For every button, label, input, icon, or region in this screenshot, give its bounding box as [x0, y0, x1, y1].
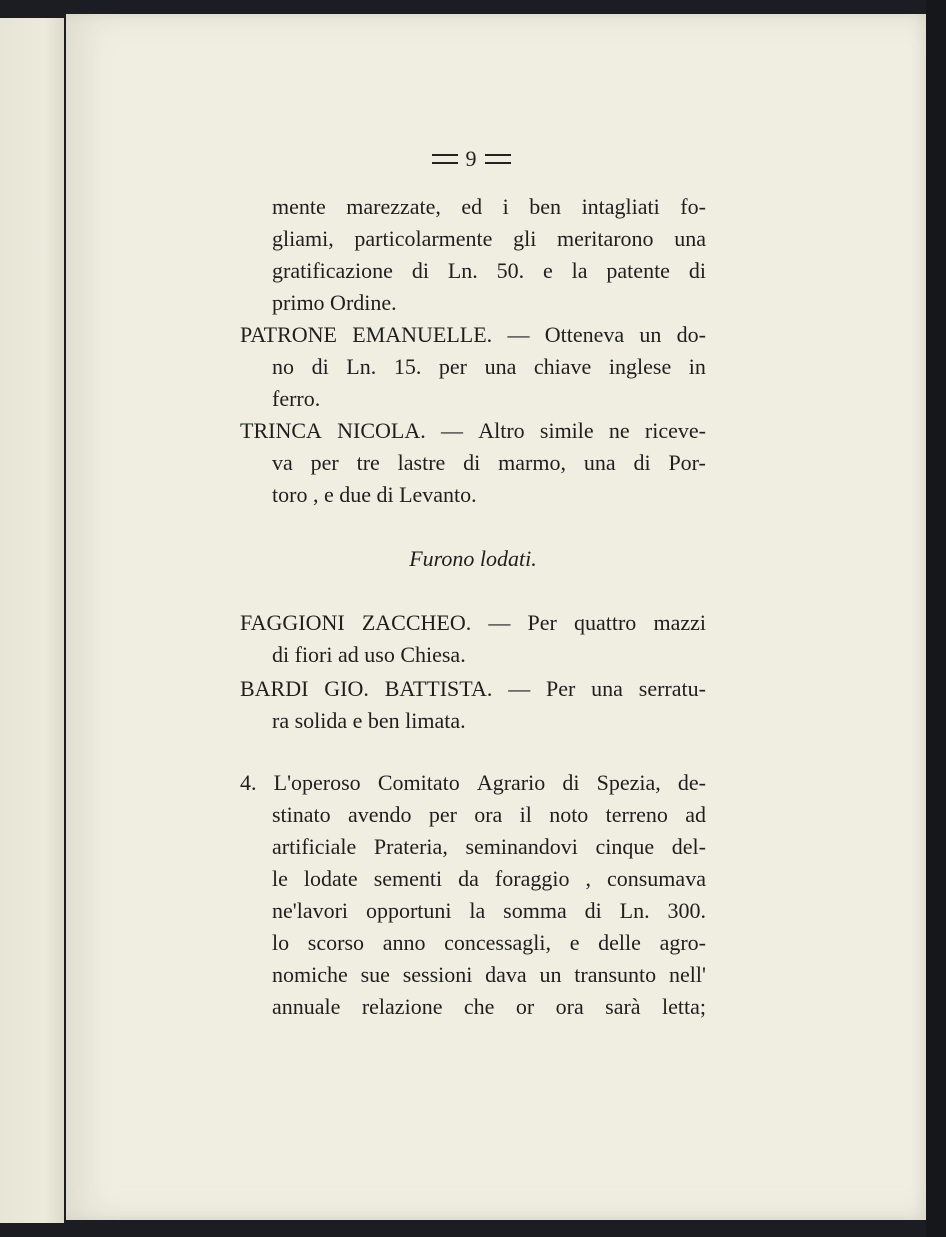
page-number: 9 — [465, 146, 477, 171]
word: 15. — [393, 354, 422, 379]
word: inglese — [608, 354, 672, 379]
word: Per — [546, 676, 576, 701]
word: una — [583, 450, 616, 475]
text-line: ra solida e ben limata. — [272, 708, 466, 733]
text-line — [272, 862, 706, 896]
word: stinato — [272, 802, 331, 827]
text-line — [272, 894, 706, 928]
word: somma — [503, 898, 567, 923]
word: va — [272, 450, 293, 475]
word: Agrario — [476, 770, 546, 795]
word: BATTISTA. — [384, 676, 493, 701]
word: una — [591, 676, 623, 701]
word: 300. — [667, 898, 706, 923]
word: ZACCHEO. — [361, 610, 472, 635]
word: , — [585, 866, 591, 891]
word: chiave — [533, 354, 592, 379]
word: il — [519, 802, 532, 827]
word: ora — [474, 802, 503, 827]
word: sue — [360, 962, 390, 987]
word: cinque — [595, 834, 655, 859]
word: 4. — [240, 770, 257, 795]
word: 50. — [496, 258, 525, 283]
word: mazzi — [653, 610, 706, 635]
word: e — [543, 258, 553, 283]
word: ne'lavori — [272, 898, 349, 923]
word: dava — [485, 962, 527, 987]
word: per — [428, 802, 457, 827]
word: per — [310, 450, 339, 475]
word: particolarmente — [354, 226, 493, 251]
word: mente — [272, 194, 326, 219]
word: artificiale — [272, 834, 357, 859]
word: riceve- — [644, 418, 706, 443]
word: sementi — [373, 866, 443, 891]
text-line — [240, 766, 706, 800]
word: tre — [356, 450, 380, 475]
word: le — [272, 866, 288, 891]
word: di — [633, 450, 651, 475]
word: de- — [677, 770, 706, 795]
text-line — [272, 990, 706, 1024]
word: PATRONE — [240, 322, 337, 347]
word: foraggio — [494, 866, 570, 891]
word: anno — [382, 930, 426, 955]
word: i — [502, 194, 509, 219]
text-line — [240, 672, 706, 706]
word: ben — [529, 194, 562, 219]
word: GIO. — [324, 676, 369, 701]
text-line: ferro. — [272, 386, 321, 411]
word: agro- — [659, 930, 706, 955]
word: una — [674, 226, 706, 251]
text-line: toro , e due di Levanto. — [272, 482, 477, 507]
word: sarà — [605, 994, 641, 1019]
word: — — [488, 610, 511, 635]
word: do- — [676, 322, 706, 347]
word: di — [584, 898, 602, 923]
word: Ln. — [346, 354, 377, 379]
word: fo- — [680, 194, 706, 219]
word: lodate — [303, 866, 358, 891]
text-line — [240, 606, 706, 640]
word: quattro — [573, 610, 637, 635]
word: scorso — [307, 930, 365, 955]
word: ad — [685, 802, 706, 827]
header-rule-left — [432, 154, 458, 164]
word: noto — [549, 802, 589, 827]
word: e — [569, 930, 580, 955]
word: sessioni — [402, 962, 473, 987]
word: opportuni — [365, 898, 452, 923]
word: gratificazione — [272, 258, 393, 283]
word: — — [508, 676, 531, 701]
word: no — [272, 354, 294, 379]
text-line: primo Ordine. — [272, 290, 397, 315]
word: per — [438, 354, 467, 379]
word: transunto — [574, 962, 657, 987]
word: del- — [671, 834, 706, 859]
word: la — [469, 898, 486, 923]
word: che — [463, 994, 495, 1019]
word: ne — [608, 418, 630, 443]
word: Ln. — [619, 898, 650, 923]
text-line — [240, 318, 706, 352]
word: seminandovi — [465, 834, 578, 859]
word: TRINCA — [240, 418, 322, 443]
word: marezzate, — [346, 194, 441, 219]
word: NICOLA. — [337, 418, 426, 443]
text-line — [272, 350, 706, 384]
word: un — [639, 322, 662, 347]
word: ed — [461, 194, 483, 219]
text-line — [272, 830, 706, 864]
text-line — [272, 222, 706, 256]
text-line — [272, 446, 706, 480]
text-line: di fiori ad uso Chiesa. — [272, 642, 466, 667]
word: Por- — [668, 450, 706, 475]
word: lastre — [397, 450, 446, 475]
word: BARDI — [240, 676, 309, 701]
word: marmo, — [498, 450, 566, 475]
word: Altro — [478, 418, 525, 443]
word: nell' — [668, 962, 706, 987]
word: gliami, — [272, 226, 334, 251]
word: un — [539, 962, 562, 987]
section-heading: Furono lodati. — [409, 546, 537, 571]
word: concessagli, — [444, 930, 552, 955]
word: una — [484, 354, 517, 379]
word: consumava — [606, 866, 706, 891]
word: Comitato — [377, 770, 460, 795]
word: di — [463, 450, 481, 475]
text-line — [272, 254, 706, 288]
word: patente — [606, 258, 670, 283]
word: simile — [539, 418, 594, 443]
word: serratu- — [638, 676, 706, 701]
word: FAGGIONI — [240, 610, 345, 635]
word: annuale — [272, 994, 341, 1019]
text-line — [272, 798, 706, 832]
word: EMANUELLE. — [352, 322, 493, 347]
word: Spezia, — [596, 770, 661, 795]
word: Per — [527, 610, 557, 635]
text-line — [272, 190, 706, 224]
word: di — [562, 770, 580, 795]
word: intagliati — [581, 194, 660, 219]
word: letta; — [662, 994, 706, 1019]
word: di — [411, 258, 429, 283]
word: nomiche — [272, 962, 348, 987]
word: in — [688, 354, 706, 379]
word: la — [571, 258, 588, 283]
word: gli — [513, 226, 537, 251]
word: di — [311, 354, 329, 379]
word: or — [515, 994, 535, 1019]
word: relazione — [361, 994, 443, 1019]
word: Prateria, — [373, 834, 448, 859]
word: avendo — [347, 802, 412, 827]
word: meritarono — [557, 226, 654, 251]
word: Otteneva — [544, 322, 625, 347]
word: L'operoso — [273, 770, 361, 795]
page-header — [430, 144, 512, 174]
word: — — [440, 418, 463, 443]
header-rule-right — [485, 154, 511, 164]
word: di — [688, 258, 706, 283]
word: — — [507, 322, 530, 347]
text-line — [272, 958, 706, 992]
word: terreno — [605, 802, 668, 827]
text-line — [272, 926, 706, 960]
text-line — [240, 414, 706, 448]
word: Ln. — [447, 258, 478, 283]
word: delle — [598, 930, 641, 955]
word: ora — [555, 994, 584, 1019]
word: da — [458, 866, 479, 891]
word: lo — [272, 930, 290, 955]
